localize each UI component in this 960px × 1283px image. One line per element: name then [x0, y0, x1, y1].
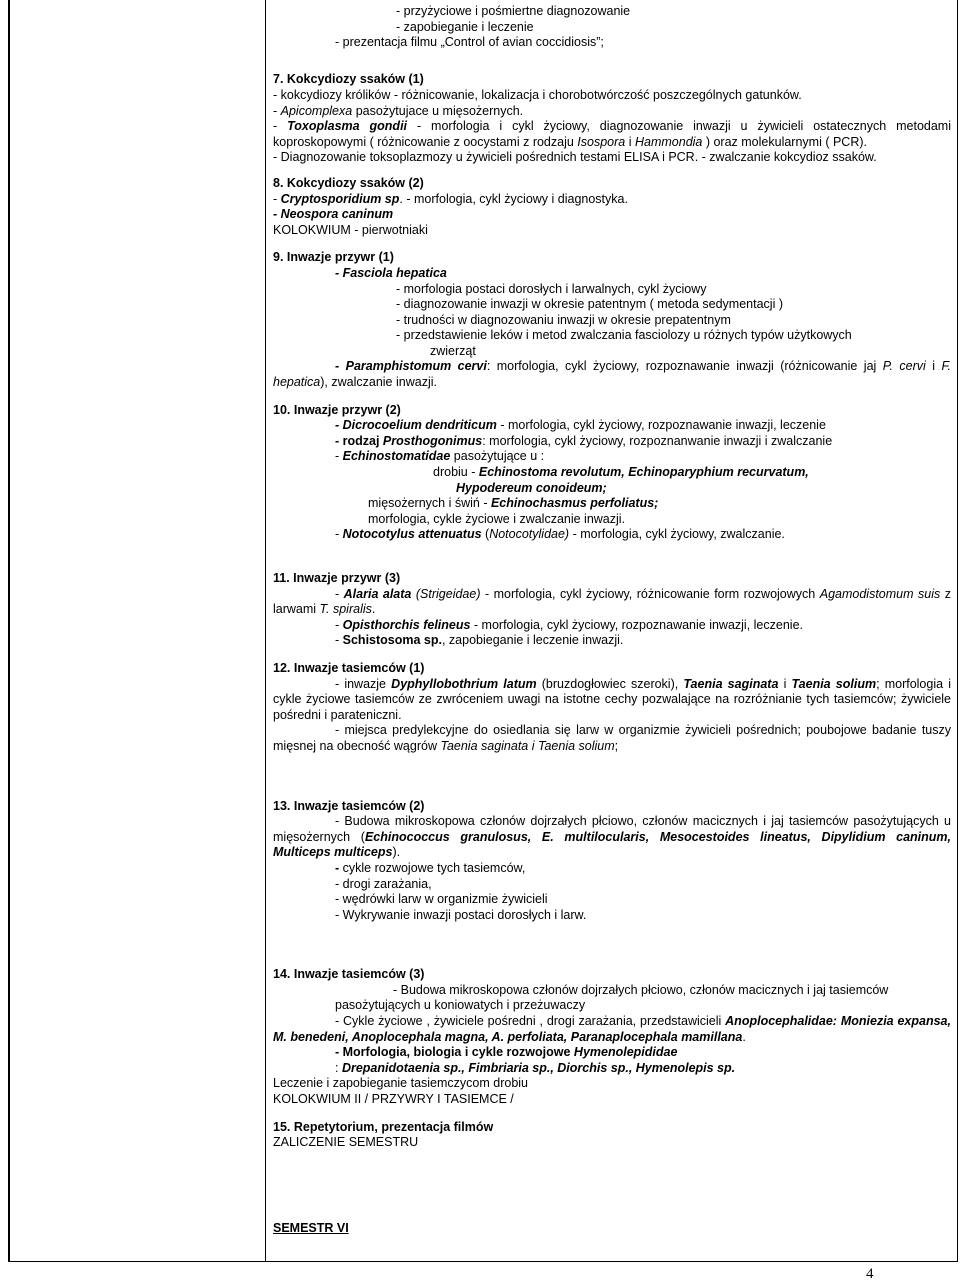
- section-9-line-3: - trudności w diagnozowaniu inwazji w okresie prepatentnym: [396, 312, 731, 327]
- section-10-line-5: Hypodereum conoideum;: [456, 480, 607, 495]
- section-14-line-2: pasożytujących u koniowatych i przeżuwaczy: [335, 998, 586, 1013]
- section-7-line-2: - Apicomplexa pasożytujace u mięsożernych.: [273, 103, 524, 118]
- section-9-paramphistomum: - Paramphistomum cervi: morfologia, cykl życiowy, rozpoznawanie inwazji (różnicowanie jaj P. cervi i F. hepatica), zwalczanie inwazji.: [273, 359, 951, 390]
- section-10-line-1: - Dicrocoelium dendriticum - morfologia, cykl życiowy, rozpoznawanie inwazji, leczenie: [335, 418, 826, 433]
- section-11-line-2: - Opisthorchis felineus - morfologia, cykl życiowy, rozpoznawanie inwazji, leczenie.: [335, 617, 803, 632]
- section-10-line-8: - Notocotylus attenuatus (Notocotylidae) - morfologia, cykl życiowy, zwalczanie.: [335, 527, 785, 542]
- section-13-line-3: - drogi zarażania,: [335, 876, 432, 891]
- section-14-line-4: - Morfologia, biologia i cykle rozwojowe Hymenolepididae: [335, 1045, 678, 1060]
- section-10-line-6: mięsożernych i świń - Echinochasmus perfoliatus;: [368, 496, 659, 511]
- section-13-title: 13. Inwazje tasiemców (2): [273, 798, 425, 813]
- top-line-2: - zapobieganie i leczenie: [396, 19, 534, 34]
- section-10-line-2: - rodzaj Prosthogonimus: morfologia, cykl życiowy, rozpoznanwanie inwazji i zwalczanie: [335, 433, 833, 448]
- section-11-title: 11. Inwazje przywr (3): [273, 571, 401, 585]
- section-14-line-6: Leczenie i zapobieganie tasiemczycom drobiu: [273, 1076, 529, 1091]
- section-11-line-3: - Schistosoma sp., zapobieganie i leczenie inwazji.: [335, 633, 624, 648]
- table-bottom-border: [8, 1261, 958, 1262]
- section-7-line-4: - Diagnozowanie toksoplazmozy u żywicieli pośrednich testami ELISA i PCR. - zwalczanie kokcydioz ssaków.: [273, 150, 877, 165]
- section-12-title: 12. Inwazje tasiemców (1): [273, 660, 425, 675]
- page-number: 4: [866, 1266, 874, 1282]
- section-13-line-2: - cykle rozwojowe tych tasiemców,: [335, 860, 526, 875]
- top-line-3: - prezentacja filmu „Control of avian coccidiosis”;: [335, 35, 604, 50]
- section-14-paragraph-3: - Cykle życiowe , żywiciele pośredni , drogi zarażania, przedstawicieli Anoplocephalidae: Moniezia expansa, M. benedeni, Anoplocephala magna, A. perfoliata, Paranaplocephala mamillana.: [273, 1014, 951, 1044]
- section-12-paragraph-2: - miejsca predylekcyjne do osiedlania się larw w organizmie żywicieli pośrednich; poubojowe badanie tuszy mięsnej na obecność wągrów Taenia saginata i Taenia solium;: [273, 723, 951, 753]
- section-7-toxoplasma-paragraph: - Toxoplasma gondii - morfologia i cykl życiowy, diagnozowanie inwazji u żywicieli ostatecznych metodami koproskopowymi ( różnicowanie z oocystami z rodzaju Isospora i Hammondia ) oraz molekularnymi ( PCR).: [273, 119, 952, 149]
- section-8-line-3: KOLOKWIUM - pierwotniaki: [273, 222, 428, 237]
- section-10-line-3: - Echinostomatidae pasożytujące u :: [335, 449, 545, 464]
- section-14-line-5: : Drepanidotaenia sp., Fimbriaria sp., Diorchis sp., Hymenolepis sp.: [335, 1060, 736, 1075]
- section-11-alaria: - Alaria alata (Strigeidae) - morfologia, cykl życiowy, różnicowanie form rozwojowych Agamodistomum suis z larwami T. spiralis.: [273, 586, 951, 617]
- section-8-line-1: - Cryptosporidium sp. - morfologia, cykl życiowy i diagnostyka.: [273, 191, 628, 206]
- section-10-line-7: morfologia, cykle życiowe i zwalczanie inwazji.: [368, 511, 626, 526]
- section-8-title: 8. Kokcydiozy ssaków (2): [273, 175, 424, 190]
- section-7-title: 7. Kokcydiozy ssaków (1): [273, 72, 424, 87]
- section-8-line-2: - Neospora caninum: [273, 207, 394, 222]
- section-7-line-1: - kokcydiozy królików - różnicowanie, lokalizacja i chorobotwórczość poszczególnych gatunków.: [273, 87, 802, 102]
- section-13-paragraph-1: - Budowa mikroskopowa członów dojrzałych płciowo, członów macicznych i jaj tasiemców pasożytujących u mięsożernych (Echinococcus granulosus, E. multilocularis, Mesocestoides lineatus, Dipylidium caninum, Multiceps multiceps).: [273, 814, 951, 860]
- section-15-title: 15. Repetytorium, prezentacja filmów: [273, 1119, 494, 1134]
- table-right-border: [957, 0, 958, 1262]
- table-left-border: [8, 0, 10, 1262]
- section-9-title: 9. Inwazje przywr (1): [273, 250, 394, 265]
- section-9-line-4: - przedstawienie leków i metod zwalczania fasciolozy u różnych typów użytkowych: [396, 328, 852, 343]
- section-13-line-4: - wędrówki larw w organizmie żywicieli: [335, 892, 548, 907]
- section-9-line-2: - diagnozowanie inwazji w okresie patentnym ( metoda sedymentacji ): [396, 297, 783, 312]
- section-9-fasciola: - Fasciola hepatica: [335, 265, 447, 280]
- section-9-line-5: zwierząt: [430, 343, 476, 358]
- section-14-line-7: KOLOKWIUM II / PRZYWRY I TASIEMCE /: [273, 1092, 514, 1107]
- section-14-line-1: - Budowa mikroskopowa członów dojrzałych płciowo, członów macicznych i jaj tasiemców: [393, 982, 889, 997]
- semester-heading: SEMESTR VI: [273, 1220, 349, 1235]
- table-column-divider: [265, 0, 266, 1262]
- section-9-line-1: - morfologia postaci dorosłych i larwalnych, cykl życiowy: [396, 281, 707, 296]
- section-10-title: 10. Inwazje przywr (2): [273, 402, 401, 417]
- section-15-line-1: ZALICZENIE SEMESTRU: [273, 1135, 419, 1150]
- section-13-line-5: - Wykrywanie inwazji postaci dorosłych i larw.: [335, 907, 587, 922]
- section-12-paragraph-1: - inwazje Dyphyllobothrium latum (bruzdogłowiec szeroki), Taenia saginata i Taenia solium; morfologia i cykle życiowe tasiemców ze zwróceniem uwagi na istotne cechy pozwalające na rozróżnianie tych tasiemców; żywiciele pośredni i parateniczni.: [273, 676, 952, 722]
- section-14-title: 14. Inwazje tasiemców (3): [273, 967, 425, 982]
- syllabus-content: [273, 4, 951, 1236]
- section-10-line-4: drobiu - Echinostoma revolutum, Echinoparyphium recurvatum,: [433, 465, 809, 480]
- top-line-1: - przyżyciowe i pośmiertne diagnozowanie: [396, 4, 631, 18]
